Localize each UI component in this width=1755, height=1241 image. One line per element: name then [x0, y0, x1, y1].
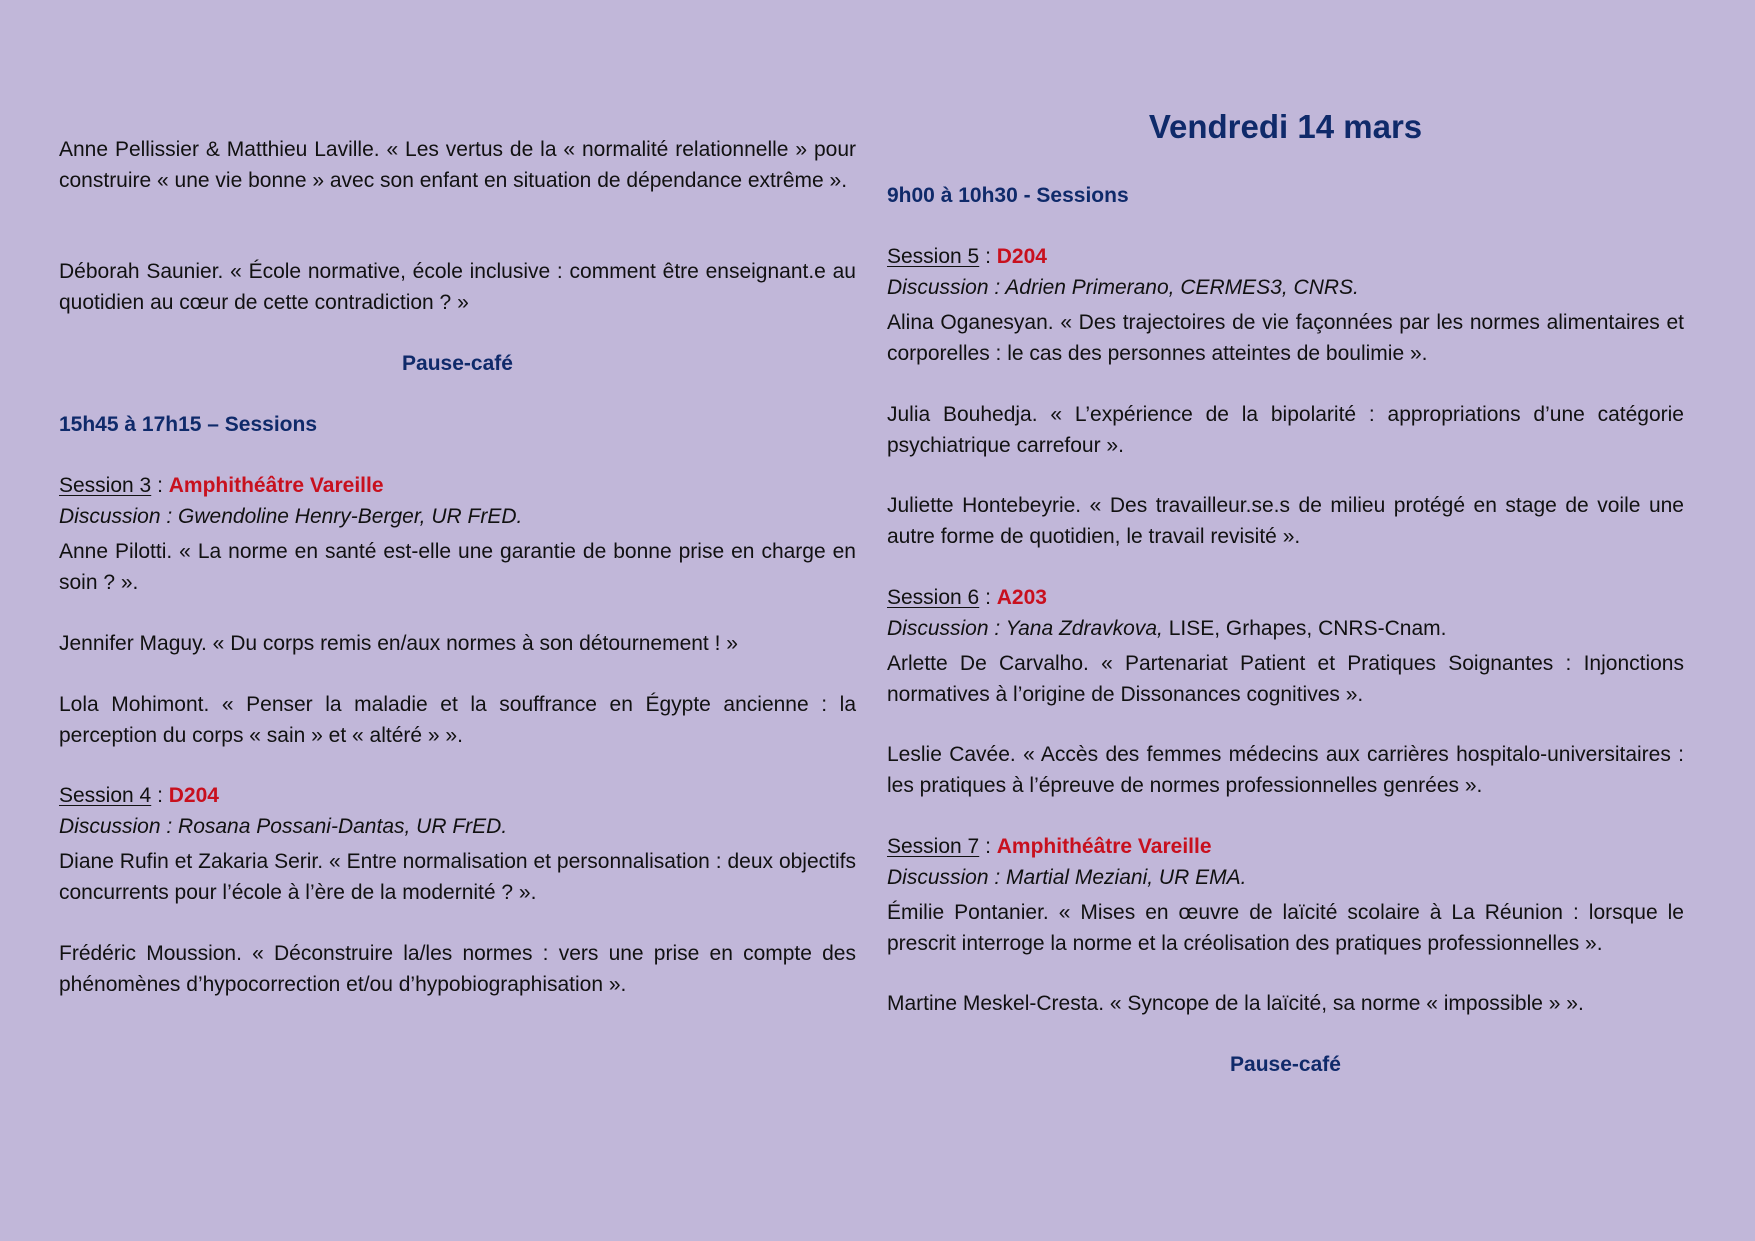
session-room: A203: [996, 586, 1047, 609]
talk-bouhedja: Julia Bouhedja. « L’expérience de la bipolarité : appropriations d’une catégorie psychiatrique carrefour ».: [887, 403, 1684, 457]
talk-pellissier-laville: Anne Pellissier & Matthieu Laville. « Les vertus de la « normalité relationnelle » pour construire « une vie bonne » avec son enfant en situation de dépendance extrême ».: [59, 138, 856, 192]
separator: :: [979, 586, 997, 609]
session-room: D204: [996, 245, 1047, 268]
session-4-discussion: Discussion : Rosana Possani-Dantas, UR FrED.: [59, 815, 508, 838]
session-5-discussion: Discussion : Adrien Primerano, CERMES3, CNRS.: [887, 276, 1359, 299]
discussion-rest: LISE, Grhapes, CNRS-Cnam.: [1162, 617, 1447, 640]
session-5-heading: [887, 242, 1684, 272]
session-6-discussion: [887, 614, 1684, 645]
separator: :: [151, 474, 169, 497]
session-7-heading: [887, 832, 1684, 862]
separator: :: [979, 835, 997, 858]
session-7-discussion: Discussion : Martial Meziani, UR EMA.: [887, 866, 1247, 889]
time-slot-heading: 15h45 à 17h15 – Sessions: [59, 413, 317, 436]
time-slot-heading: 9h00 à 10h30 - Sessions: [887, 184, 1129, 207]
session-room: D204: [168, 784, 219, 807]
session-6-heading: [887, 583, 1684, 613]
pause-cafe-label: Pause-café: [1230, 1053, 1341, 1076]
pause-cafe-label: Pause-café: [402, 352, 513, 375]
separator: :: [979, 245, 997, 268]
session-3-discussion: Discussion : Gwendoline Henry-Berger, UR FrED.: [59, 505, 523, 528]
session-label: Session 7: [887, 835, 980, 858]
session-label: Session 3: [59, 474, 152, 497]
session-label: Session 5: [887, 245, 980, 268]
session-3-heading: [59, 471, 856, 501]
talk-pontanier: Émilie Pontanier. « Mises en œuvre de laïcité scolaire à La Réunion : lorsque le prescrit interroge la norme et la créolisation des pratiques professionnelles ».: [887, 901, 1684, 955]
talk-pilotti: Anne Pilotti. « La norme en santé est-elle une garantie de bonne prise en charge en soin ? ».: [59, 540, 856, 594]
session-4-heading: [59, 781, 856, 811]
session-label: Session 4: [59, 784, 152, 807]
talk-rufin-serir: Diane Rufin et Zakaria Serir. « Entre normalisation et personnalisation : deux objectifs concurrents pour l’école à l’ère de la modernité ? ».: [59, 850, 856, 904]
session-room: Amphithéâtre Vareille: [168, 474, 384, 497]
discussion-italic: Discussion : Yana Zdravkova,: [887, 617, 1163, 640]
session-room: Amphithéâtre Vareille: [996, 835, 1212, 858]
talk-mohimont: Lola Mohimont. « Penser la maladie et la souffrance en Égypte ancienne : la perception du corps « sain » et « altéré » ».: [59, 693, 856, 747]
session-label: Session 6: [887, 586, 980, 609]
talk-saunier: Déborah Saunier. « École normative, école inclusive : comment être enseignant.e au quotidien au cœur de cette contradiction ? »: [59, 260, 856, 314]
talk-cavee: Leslie Cavée. « Accès des femmes médecins aux carrières hospitalo-universitaires : les pratiques à l’épreuve de normes professionnelles genrées ».: [887, 743, 1684, 797]
talk-de-carvalho: Arlette De Carvalho. « Partenariat Patient et Pratiques Soignantes : Injonctions normatives à l’origine de Dissonances cognitives ».: [887, 652, 1684, 706]
talk-meskel-cresta: Martine Meskel-Cresta. « Syncope de la laïcité, sa norme « impossible » ».: [887, 992, 1584, 1015]
talk-hontebeyrie: Juliette Hontebeyrie. « Des travailleur.se.s de milieu protégé en stage de voile une autre forme de quotidien, le travail revisité ».: [887, 494, 1684, 548]
talk-moussion: Frédéric Moussion. « Déconstruire la/les normes : vers une prise en compte des phénomènes d’hypocorrection et/ou d’hypobiographisation ».: [59, 942, 856, 996]
separator: :: [151, 784, 169, 807]
talk-oganesyan: Alina Oganesyan. « Des trajectoires de vie façonnées par les normes alimentaires et corporelles : le cas des personnes atteintes de boulimie ».: [887, 311, 1684, 365]
talk-maguy: Jennifer Maguy. « Du corps remis en/aux normes à son détournement ! »: [59, 632, 738, 655]
day-title: Vendredi 14 mars: [1148, 108, 1423, 145]
